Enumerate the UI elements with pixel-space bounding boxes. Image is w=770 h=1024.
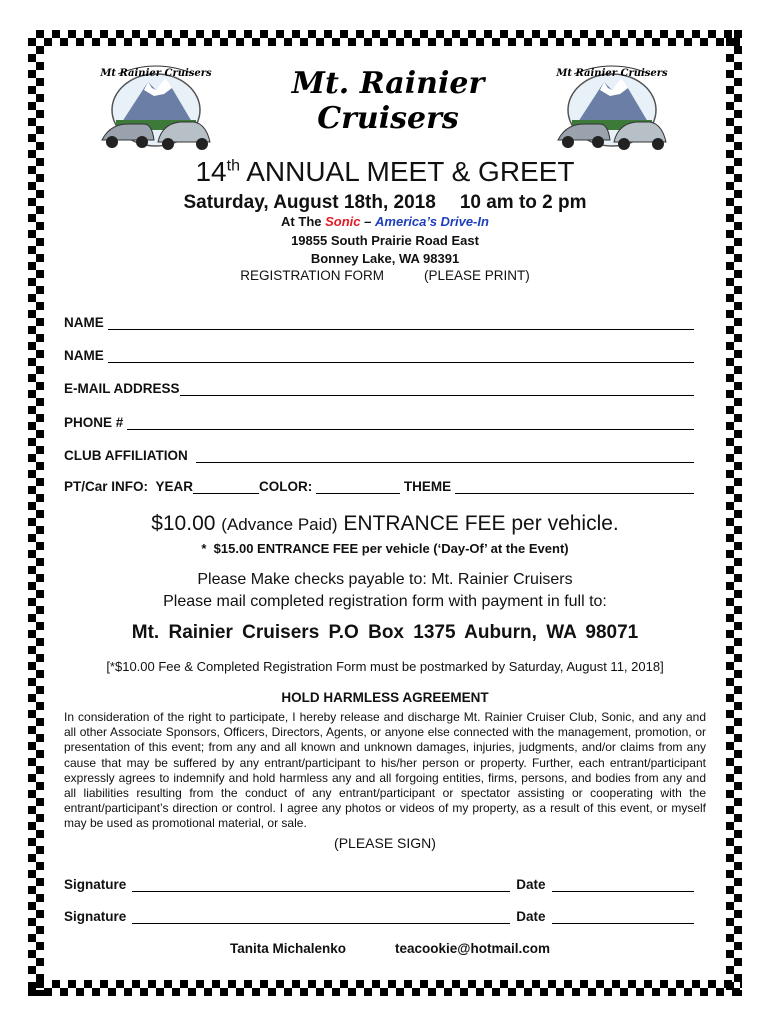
name-label: NAME [64,315,104,330]
email-field[interactable] [64,378,694,396]
checkered-border-bottom [28,980,742,996]
year-line[interactable] [193,481,259,494]
signature-label: Signature [64,877,127,892]
name-label: NAME [64,348,104,363]
event-title [44,156,726,188]
signature-row-2[interactable] [64,909,694,924]
email-label: E-MAIL ADDRESS [64,381,180,396]
club-logo-right [552,60,672,152]
annual-suffix: th [226,157,240,175]
name-field-1[interactable] [64,312,694,330]
fee-amount: $10.00 [151,512,216,535]
club-affiliation-label: CLUB AFFILIATION [64,448,188,463]
page-title: Mt. Rainier Cruisers [291,66,485,136]
please-sign-label: (PLEASE SIGN) [334,835,436,851]
club-logo-left [96,60,216,152]
registration-form-label: REGISTRATION FORM [240,268,384,283]
checks-payable: Please Make checks payable to: Mt. Rainier Cruisers [197,571,573,588]
name-field-2[interactable] [64,345,694,363]
color-label: COLOR: [259,479,313,494]
annual-number: 14 [195,156,227,187]
color-line[interactable] [316,481,400,494]
checkered-border-right [726,30,742,996]
entrance-fee-line [44,512,726,536]
venue-drive-in: America’s Drive-In [375,214,489,229]
name-line[interactable] [108,350,694,363]
contact-name: Tanita Michalenko [230,941,347,956]
signature-row-1[interactable] [64,877,694,892]
signature-line[interactable] [132,911,510,924]
email-line[interactable] [180,383,694,396]
date-label: Date [516,877,546,892]
phone-field[interactable] [64,412,694,430]
mail-instructions: Please mail completed registration form with payment in full to: [163,593,607,610]
contact-info [230,941,550,956]
logo-text: Mt Rainier Cruisers [100,68,212,79]
contact-email[interactable]: teacookie@hotmail.com [395,941,550,956]
date-label: Date [516,909,546,924]
event-time: 10 am to 2 pm [459,192,587,213]
car-info-field[interactable] [64,479,694,494]
checkered-border-top [28,30,742,46]
logo-text: Mt Rainier Cruisers [556,68,668,79]
fee-text: ENTRANCE FEE per vehicle. [343,512,619,535]
venue-line [44,214,726,229]
theme-line[interactable] [455,481,694,494]
date-line[interactable] [552,911,694,924]
venue-prefix: At The [281,214,322,229]
please-print-label: (PLEASE PRINT) [423,268,530,283]
day-of-fee-line [44,541,726,556]
asterisk: * [201,541,207,556]
checkered-border-left [28,30,44,996]
venue-dash: – [364,214,372,229]
name-line[interactable] [108,317,694,330]
fee-advance: (Advance Paid) [221,515,338,534]
car-info-label: PT/Car INFO: [64,479,149,494]
venue-address-city: Bonney Lake, WA 98391 [310,251,460,266]
agreement-title: HOLD HARMLESS AGREEMENT [281,690,489,705]
agreement-body: In consideration of the right to participate, I hereby release and discharge Mt. Rainier Cruiser Club, Sonic, and any and all other Associate Sponsors, Officers, Directors, Agents, or anyone else connected with the management, promotion, or presentation of this event; from any and all known and unknown damages, injuries, judgments, and/or claims from any cause that may be suffered by any entrant/participant to his/her person or property. Further, each entrant/participant expressly agrees to indemnify and hold harmless any and all forgoing entities, firms, persons, and bodies from any and all liabilities resulting from the conduct of any entrant/participant or spectator assisting or cooperating with the entrant/participant’s direction or control. I agree any photos or videos of my property, as a result of this event, or myself may be used as promotional material, or sale. [64,710,706,831]
registration-form-heading [44,268,726,283]
meet-title: ANNUAL MEET & GREET [246,156,575,187]
date-line[interactable] [552,879,694,892]
event-date: Saturday, August 18th, 2018 [183,192,436,213]
theme-label: THEME [403,479,452,494]
club-affiliation-field[interactable] [64,445,694,463]
mailing-address: Mt. Rainier Cruisers P.O Box 1375 Auburn, WA 98071 [131,622,639,643]
phone-line[interactable] [127,417,694,430]
signature-line[interactable] [132,879,510,892]
venue-sonic: Sonic [325,214,361,229]
venue-address-street: 19855 South Prairie Road East [291,233,479,248]
postmark-note: [*$10.00 Fee & Completed Registration Form must be postmarked by Saturday, August 11, 2018] [106,659,664,674]
club-affiliation-line[interactable] [196,450,694,463]
phone-label: PHONE # [64,415,124,430]
event-date-line [44,192,726,214]
day-of-fee: $15.00 ENTRANCE FEE per vehicle (‘Day-Of’ at the Event) [213,541,569,556]
signature-label: Signature [64,909,127,924]
year-label: YEAR [155,479,194,494]
